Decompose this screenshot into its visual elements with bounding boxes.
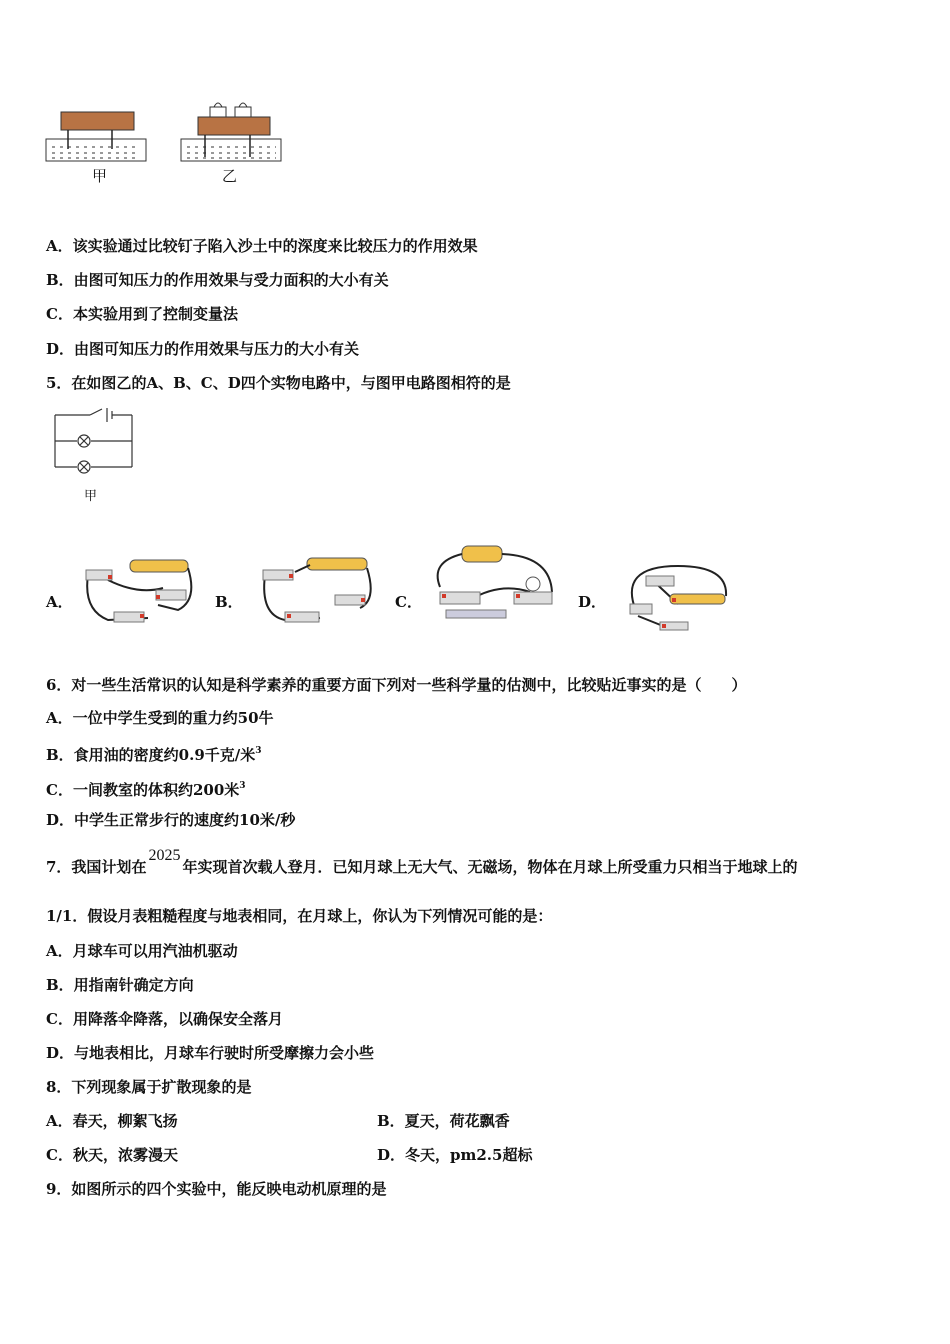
q7-option-d: D．与地表相比，月球车行驶时所受摩擦力会小些 (46, 1044, 375, 1062)
q7-option-a: A．月球车可以用汽油机驱动 (46, 942, 238, 960)
circuit-photo-a (78, 550, 198, 630)
circuit-photo-d (618, 556, 733, 634)
figure-label-jia: 甲 (92, 167, 108, 185)
q6-option-b-text: B．食用油的密度约0.9千克/米 (46, 746, 256, 764)
q4-option-d: D．由图可知压力的作用效果与压力的大小有关 (46, 340, 360, 358)
q6-option-c-text: C．一间教室的体积约200米 (46, 781, 240, 799)
q6-option-b (46, 741, 262, 765)
q6-option-b-sup: 3 (255, 746, 262, 756)
q5-option-c-label: C． (395, 593, 422, 611)
q5-stem: 5．在如图乙的A、B、C、D四个实物电路中，与图甲电路图相符的是 (46, 374, 511, 392)
q7-stem (46, 847, 798, 878)
q4-option-b: B．由图可知压力的作用效果与受力面积的大小有关 (46, 271, 389, 289)
q8-option-c: C．秋天，浓雾漫天 (46, 1146, 178, 1164)
circuit-schematic (50, 405, 140, 485)
figure-nail-table (40, 95, 300, 195)
q4-option-c: C．本实验用到了控制变量法 (46, 305, 238, 323)
q7-year: 2025 (148, 847, 181, 864)
q9-stem: 9．如图所示的四个实验中，能反映电动机原理的是 (46, 1180, 387, 1198)
q8-option-b: B．夏天，荷花飘香 (377, 1112, 510, 1130)
circuit-photo-b (255, 550, 375, 630)
q5-option-d-label: D． (578, 593, 607, 611)
circuit-diagram-jia (50, 405, 140, 505)
q6-option-c-sup: 3 (239, 781, 246, 791)
q6-option-a: A．一位中学生受到的重力约50牛 (46, 709, 274, 727)
q8-stem: 8．下列现象属于扩散现象的是 (46, 1078, 252, 1096)
q6-option-d: D．中学生正常步行的速度约10米/秒 (46, 811, 296, 829)
q8-option-a: A．春天，柳絮飞扬 (46, 1112, 178, 1130)
circuit-label-jia: 甲 (84, 489, 98, 504)
nail-table-diagram (40, 95, 300, 195)
q4-option-a: A．该实验通过比较钉子陷入沙土中的深度来比较压力的作用效果 (46, 237, 478, 255)
q6-stem: 6．对一些生活常识的认知是科学素养的重要方面下列对一些科学量的估测中，比较贴近事实的是（ ） (46, 676, 747, 694)
q7-stem-line2: 1/1．假设月表粗糙程度与地表相同，在月球上，你认为下列情况可能的是： (46, 907, 553, 925)
q5-option-a-label: A． (46, 593, 73, 611)
q7-option-c: C．用降落伞降落，以确保安全落月 (46, 1010, 283, 1028)
q7-option-b: B．用指南针确定方向 (46, 976, 194, 994)
q5-option-b-label: B． (215, 593, 243, 611)
circuit-photo-b-drawing (255, 550, 375, 630)
figure-label-yi: 乙 (222, 167, 238, 185)
q8-option-d: D．冬天，pm2.5超标 (377, 1146, 533, 1164)
q7-stem-prefix: 7．我国计划在 (46, 858, 147, 876)
q7-stem-suffix: 年实现首次载人登月．已知月球上无大气、无磁场，物体在月球上所受重力只相当于地球上的 (182, 858, 798, 876)
q6-option-c (46, 776, 246, 800)
circuit-photo-c (430, 542, 560, 624)
circuit-photo-a-drawing (78, 550, 198, 630)
circuit-photo-d-drawing (618, 556, 733, 634)
circuit-photo-c-drawing (430, 542, 560, 624)
